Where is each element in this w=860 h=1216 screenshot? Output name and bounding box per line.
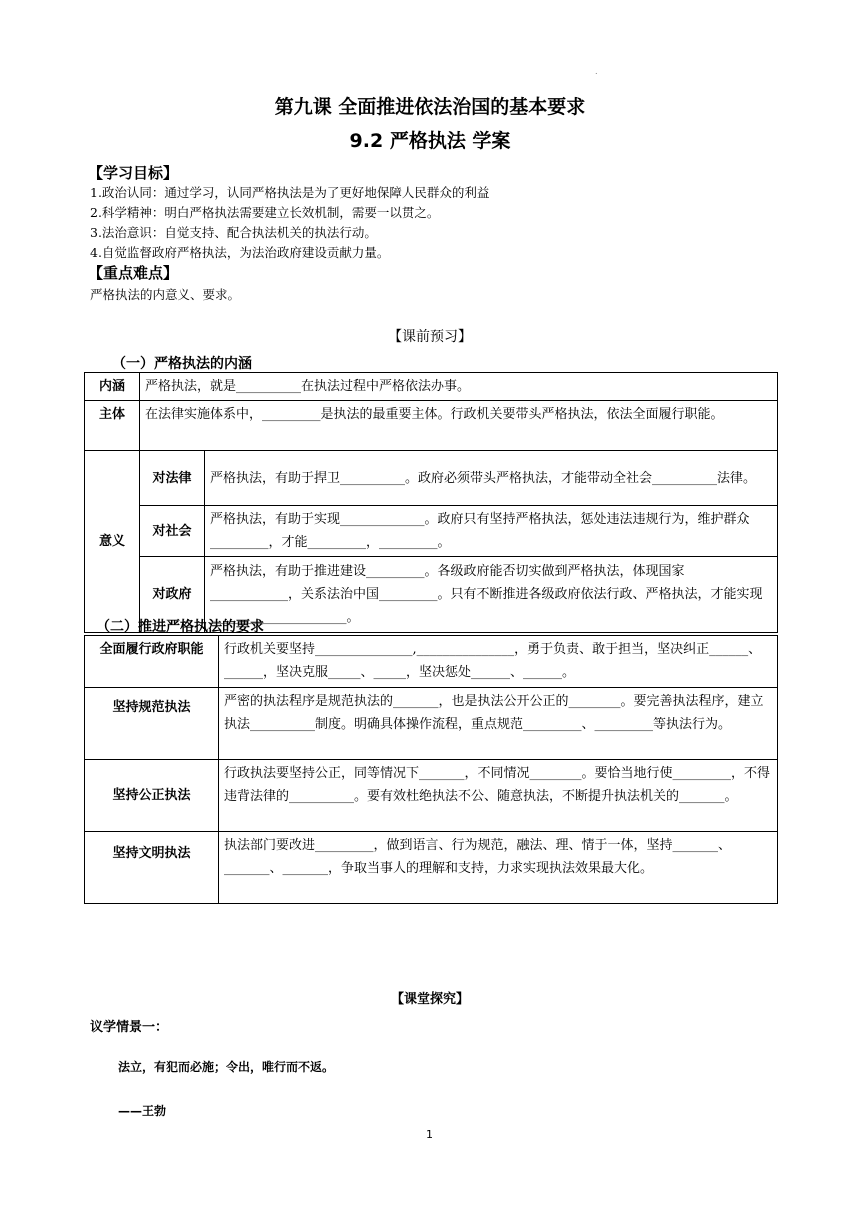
for-government-label: 对政府 xyxy=(140,557,205,633)
goal-item: 1.政治认同：通过学习，认同严格执法是为了更好地保障人民群众的利益 xyxy=(90,185,490,200)
page-title: 第九课 全面推进依法治国的基本要求 xyxy=(274,96,586,118)
quote-author: ——王勃 xyxy=(118,1104,167,1118)
requirement-label: 坚持文明执法 xyxy=(85,832,219,904)
requirement-label: 坚持规范执法 xyxy=(85,688,219,760)
requirement-label: 全面履行政府职能 xyxy=(85,636,219,688)
goal-item: 2.科学精神：明白严格执法需要建立长效机制，需要一以贯之。 xyxy=(90,205,440,220)
explore-heading: 【课堂探究】 xyxy=(390,992,469,1007)
quote-text: 法立，有犯而必施；令出，唯行而不返。 xyxy=(118,1060,335,1074)
for-government-text: 严格执法，有助于推进建设_________。各级政府能否切实做到严格执法，体现国家____________，关系法治中国_________。只有不断推进各级政府依法行政、严格执法，才能实现_____________________。 xyxy=(205,557,778,633)
connotation-text: 严格执法，就是__________在执法过程中严格依法办事。 xyxy=(140,373,778,401)
scene-heading: 议学情景一： xyxy=(90,1020,169,1035)
requirement-text: 严密的执法程序是规范执法的_______，也是执法公开公正的________。要完善执法程序，建立执法__________制度。明确具体操作流程，重点规范_________、_________等执法行为。 xyxy=(219,688,778,760)
subject-label: 主体 xyxy=(85,401,140,451)
requirement-text: 行政机关要坚持_______________,_______________，勇于负责、敢于担当，坚决纠正______、______，坚决克服_____、_____，坚决惩处______、______。 xyxy=(219,636,778,688)
for-law-text: 严格执法，有助于捍卫__________。政府必须带头严格执法，才能带动全社会__________法律。 xyxy=(205,451,778,506)
connotation-label: 内涵 xyxy=(85,373,140,401)
goal-item: 4.自觉监督政府严格执法，为法治政府建设贡献力量。 xyxy=(90,245,390,260)
significance-label: 意义 xyxy=(85,451,140,633)
requirement-text: 行政执法要坚持公正，同等情况下_______，不同情况________。要恰当地行使_________，不得违背法律的__________。要有效杜绝执法不公、随意执法，不断提升执法机关的_______。 xyxy=(219,760,778,832)
goal-item: 3.法治意识：自觉支持、配合执法机关的执法行动。 xyxy=(90,225,377,240)
requirement-label: 坚持公正执法 xyxy=(85,760,219,832)
page-subtitle: 9.2 严格执法 学案 xyxy=(349,130,511,152)
part1-heading: （一）严格执法的内涵 xyxy=(112,356,252,372)
goals-heading: 【学习目标】 xyxy=(88,164,179,182)
preview-heading: 【课前预习】 xyxy=(388,329,472,345)
requirement-text: 执法部门要改进_________，做到语言、行为规范，融法、理、情于一体，坚持_______、_______、_______，争取当事人的理解和支持，力求实现执法效果最大化。 xyxy=(219,832,778,904)
mark-dot: . xyxy=(595,67,598,76)
part2-heading: （二）推进严格执法的要求 xyxy=(96,619,264,635)
for-society-label: 对社会 xyxy=(140,506,205,557)
connotation-table xyxy=(84,372,778,633)
page-number: 1 xyxy=(426,1128,433,1141)
for-law-label: 对法律 xyxy=(140,451,205,506)
focus-text: 严格执法的内意义、要求。 xyxy=(90,287,241,302)
for-society-text: 严格执法，有助于实现_____________。政府只有坚持严格执法，惩处违法违规行为，维护群众_________，才能_________，_________。 xyxy=(205,506,778,557)
focus-heading: 【重点难点】 xyxy=(88,264,179,282)
subject-text: 在法律实施体系中，_________是执法的最重要主体。行政机关要带头严格执法，依法全面履行职能。 xyxy=(140,401,778,451)
requirements-table xyxy=(84,635,778,904)
